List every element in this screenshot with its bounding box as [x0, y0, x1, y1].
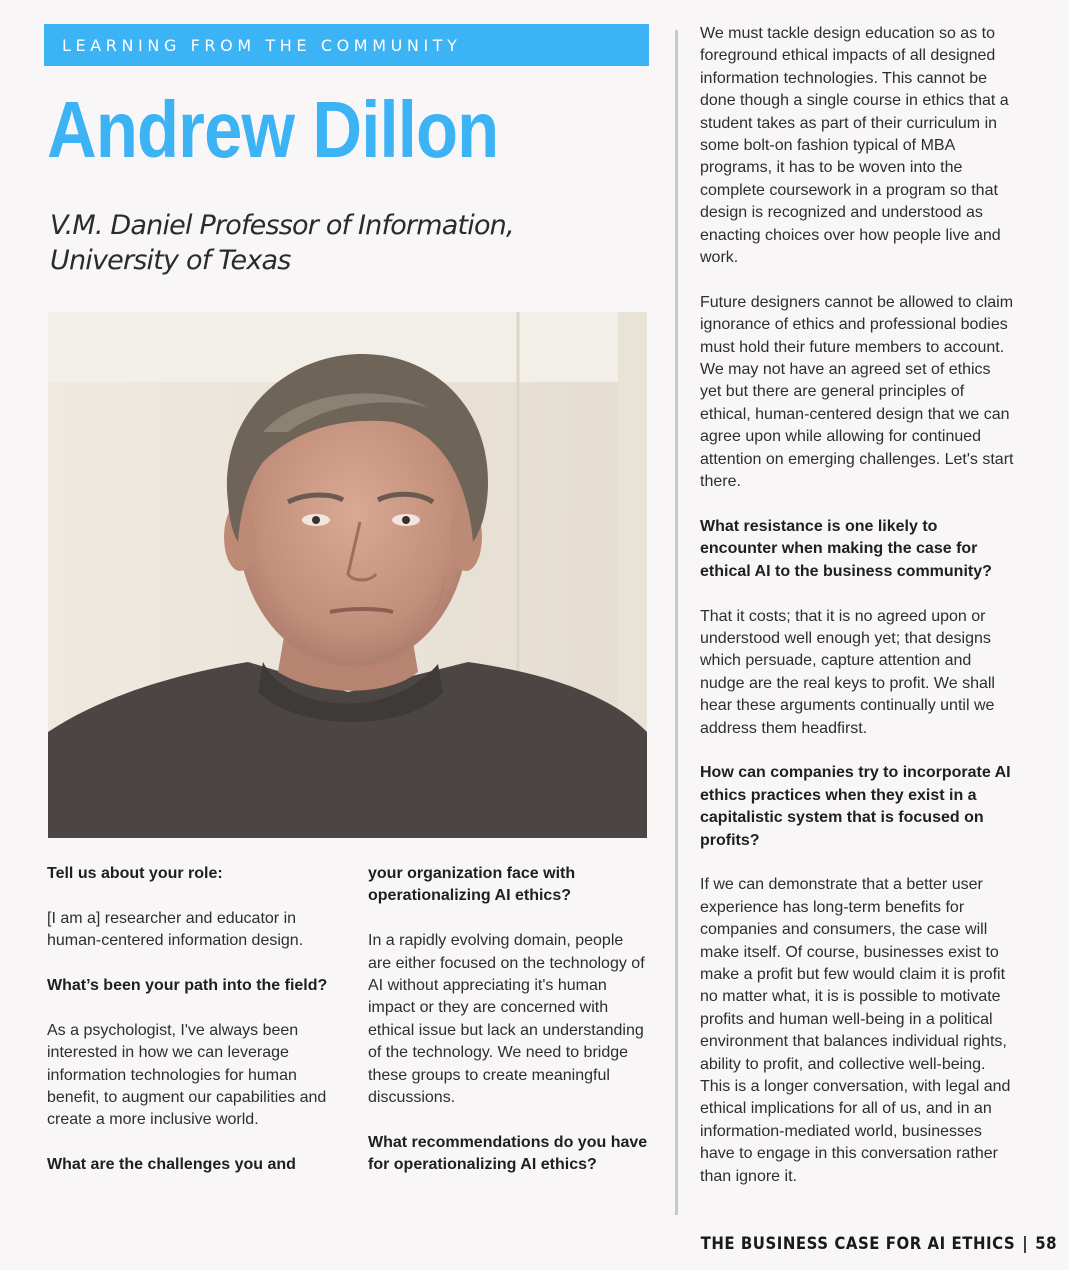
answer-path: As a psychologist, I've always been interested in how we can leverage information technologies for human benefit, to augment our capabilities and create a more inclusive world.	[47, 1021, 327, 1129]
footer-separator: |	[1022, 1234, 1029, 1254]
interviewee-title-line1: V.M. Daniel Professor of Information,	[50, 210, 514, 241]
portrait-photo	[48, 312, 647, 838]
answer-resistance: That it costs; that it is no agreed upon or understood well enough yet; that designs which persuade, capture attention and nudge are the real keys to profit. We shall hear these arguments continually until we address them headfirst.	[700, 607, 995, 737]
question-challenges-end: your organization face with operationalizing AI ethics?	[368, 865, 576, 905]
page-number: 58	[1035, 1234, 1057, 1254]
question-resistance: What resistance is one likely to encounter when making the case for ethical AI to the business community?	[700, 517, 992, 580]
answer-role: [I am a] researcher and educator in human-centered information design.	[47, 909, 304, 950]
interviewee-title	[50, 208, 650, 278]
interviewee-title-line2: University of Texas	[50, 245, 291, 276]
section-banner	[44, 24, 649, 66]
publication-title: THE BUSINESS CASE FOR AI ETHICS	[700, 1234, 1016, 1254]
question-recommendations: What recommendations do you have for operationalizing AI ethics?	[368, 1133, 648, 1174]
answer-incorporate: If we can demonstrate that a better user experience has long-term benefits for companies and consumers, the case will make itself. Of course, businesses exist to make a profit but few would claim it is profit no matter what, it is is possible to motivate profits and human well-being in a political environment that balances individual rights, ability to profit, and collective well-being. This is a longer conversation, with legal and ethical implications for all of us, and in an information-mediated world, businesses have to engage in this conversation rather than ignore it.	[700, 876, 1011, 1185]
column-middle	[368, 863, 648, 1199]
column-left	[47, 863, 332, 1199]
section-banner-label: LEARNING FROM THE COMMUNITY	[62, 35, 462, 55]
column-divider	[675, 30, 678, 1215]
question-role: Tell us about your role:	[47, 865, 223, 882]
column-right	[700, 23, 1016, 1210]
answer-recommendations-part1: We must tackle design education so as to foreground ethical impacts of all designed information technologies. This cannot be done though a single course in ethics that a student takes as part of their curriculum in some bolt-on fashion typical of MBA programs, it has to be woven into the complete coursework in a program so that design is recognized and understood as enacting choices over how people live and work.	[700, 25, 1009, 267]
answer-recommendations-part2: Future designers cannot be allowed to claim ignorance of ethics and professional bodies must hold their future members to account. We may not have an agreed set of ethics yet but there are general principles of ethical, human-centered design that we can agree upon while allowing for continued attention on emerging challenges. Let's start there.	[700, 293, 1014, 491]
question-challenges-start: What are the challenges you and	[47, 1156, 296, 1174]
answer-challenges: In a rapidly evolving domain, people are either focused on the technology of AI without appreciating it's human impact or they are concerned with ethical issue but lack an understanding of the technology. We need to bridge these groups to create meaningful discussions.	[368, 932, 645, 1107]
question-incorporate: How can companies try to incorporate AI ethics practices when they exist in a capitalistic system that is focused on profits?	[700, 764, 1011, 849]
question-path: What’s been your path into the field?	[47, 977, 328, 994]
page-footer	[700, 1234, 1057, 1254]
interviewee-name: Andrew Dillon	[47, 85, 499, 174]
